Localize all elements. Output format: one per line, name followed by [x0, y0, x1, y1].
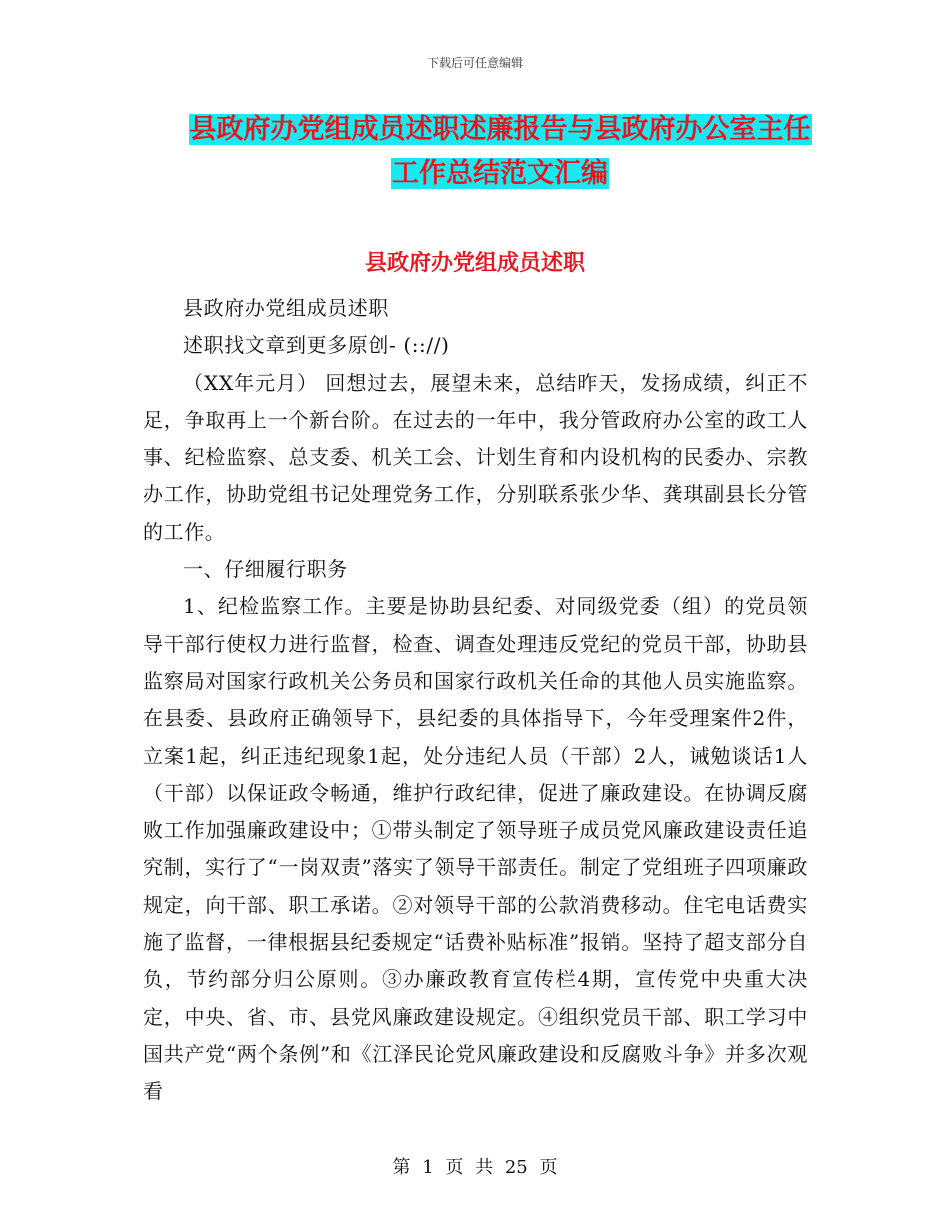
document-body	[143, 290, 808, 1111]
paragraph: 述职找文章到更多原创- (:://)	[183, 333, 450, 358]
document-title-line-1: 县政府办党组成员述职述廉报告与县政府办公室主任	[189, 114, 811, 145]
document-title-line-2: 工作总结范文汇编	[392, 158, 608, 189]
header-note: 下载后可任意编辑	[426, 56, 523, 70]
document-title	[150, 108, 850, 196]
page-footer: 第 1 页 共 25 页	[392, 1157, 558, 1178]
paragraph: （XX年元月） 回想过去，展望未来，总结昨天，发扬成绩，纠正不足，争取再上一个新台阶。在过去的一年中，我分管政府办公室的政工人事、纪检监察、总支委、机关工会、计划生育和内设机构的民委办、宗教办工作，协助党组书记处理党务工作，分别联系张少华、龚琪副县长分管的工作。	[143, 370, 808, 544]
paragraph: 县政府办党组成员述职	[183, 296, 389, 320]
paragraph: 1、纪检监察工作。主要是协助县纪委、对同级党委（组）的党员领导干部行使权力进行监督，检查、调查处理违反党纪的党员干部，协助县监察局对国家行政机关公务员和国家行政机关任命的其他人员实施监察。在县委、县政府正确领导下，县纪委的具体指导下，今年受理案件2件，立案1起，纠正违纪现象1起，处分违纪人员（干部）2人，诫勉谈话1人（干部）以保证政令畅通，维护行政纪律，促进了廉政建设。在协调反腐败工作加强廉政建设中；①带头制定了领导班子成员党风廉政建设责任追究制，实行了“一岗双责”落实了领导干部责任。制定了党组班子四项廉政规定，向干部、职工承诺。②对领导干部的公款消费移动。住宅电话费实施了监督，一律根据县纪委规定“话费补贴标准”报销。坚持了超支部分自负，节约部分归公原则。③办廉政教育宣传栏4期，宣传党中央重大决定，中央、省、市、县党风廉政建设规定。④组织党员干部、职工学习中国共产党“两个条例”和《江泽民论党风廉政建设和反腐败斗争》并多次观看	[143, 594, 808, 1104]
section-title: 县政府办党组成员述职	[364, 251, 585, 276]
paragraph: 一、仔细履行职务	[183, 557, 348, 582]
